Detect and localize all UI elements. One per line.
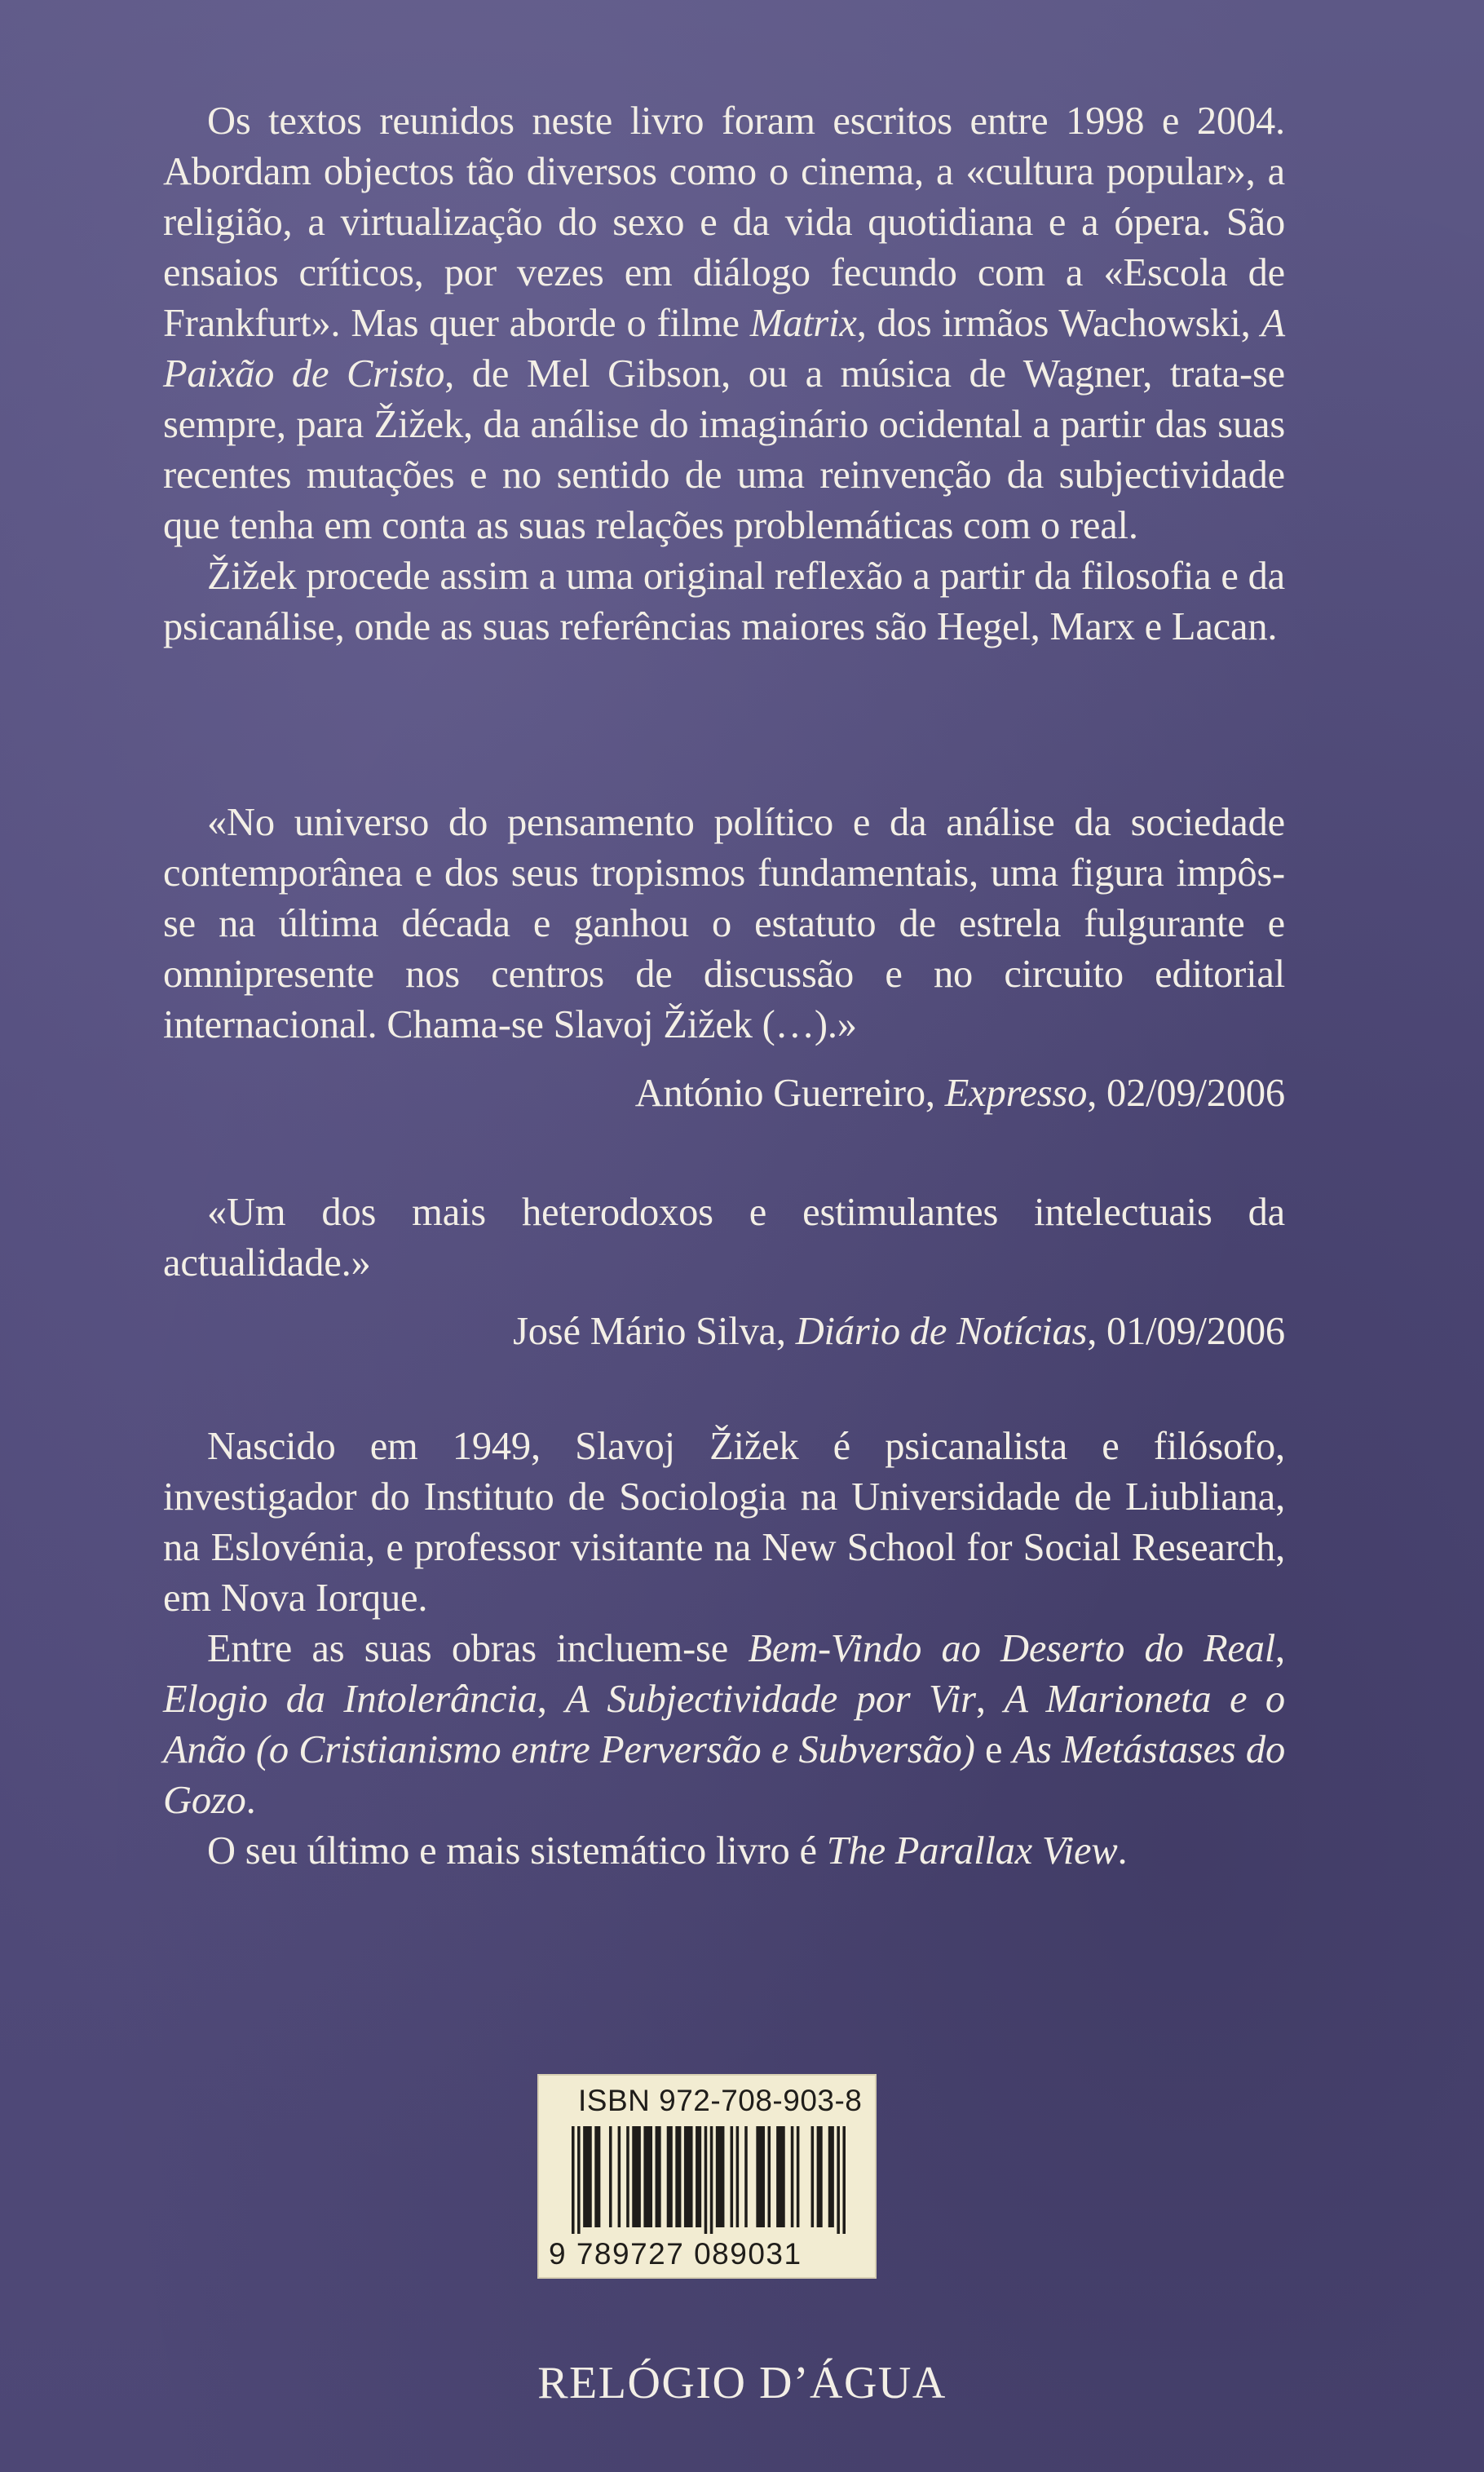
publisher-name: RELÓGIO D’ÁGUA (537, 2358, 947, 2408)
barcode-bar (626, 2126, 629, 2227)
book-title: As Metástases do Gozo (163, 1728, 1285, 1822)
barcode-bars (572, 2126, 846, 2234)
barcode-bar (791, 2126, 794, 2227)
barcode-bar (609, 2126, 612, 2227)
barcode-bar (817, 2126, 823, 2227)
press-quote-diario-de-noticias (163, 1187, 1285, 1357)
barcode-bar (811, 2126, 815, 2227)
barcode-bar (572, 2126, 575, 2234)
blurb-paragraph-1: Os textos reunidos neste livro foram escritos entre 1998 e 2004. Abordam objectos tão diversos como o cinema, a «cultura popular», a religião, a virtualização do sexo e da vida quotidiana e a ópera. São ensaios críticos, por vezes em diálogo fecundo com a «Escola de Frankfurt». Mas quer aborde o filme Matrix, dos irmãos Wachowski, A Paixão de Cristo, de Mel Gibson, ou a música de Wagner, trata-se sempre, para Žižek, da análise do imaginário ocidental a partir das suas recentes mutações e no sentido de uma reinvenção da subjectividade que tenha em conta as suas relações problemáticas com o real. (163, 99, 1285, 547)
barcode-bar (731, 2126, 734, 2227)
barcode-bar (756, 2126, 765, 2227)
barcode-bar (704, 2126, 708, 2234)
barcode-bar (675, 2126, 681, 2227)
title-matrix: Matrix (749, 302, 857, 345)
barcode-bar (768, 2126, 771, 2227)
quote-attribution: José Mário Silva, Diário de Notícias, 01/09/2006 (513, 1310, 1285, 1353)
barcode-bar (667, 2126, 673, 2227)
barcode-bar (736, 2126, 740, 2227)
barcode-bar (594, 2126, 600, 2227)
blurb-paragraph-2: Žižek procede assim a uma original reflexão a partir da filosofia e da psicanálise, onde as suas referências maiores são Hegel, Marx e Lacan. (163, 555, 1285, 648)
author-bio (163, 1422, 1285, 1877)
barcode-bar (643, 2126, 652, 2227)
barcode-digits: 9 789727 089031 (549, 2237, 802, 2271)
quote-source: Diário de Notícias (795, 1310, 1088, 1353)
barcode-bar (797, 2126, 800, 2227)
title-paixao-de-cristo: A Paixão de Cristo (163, 302, 1285, 396)
quote-attribution: António Guerreiro, Expresso, 02/09/2006 (634, 1072, 1285, 1115)
book-title: Bem-Vindo ao Deserto do Real (748, 1627, 1276, 1670)
barcode-bar (842, 2126, 846, 2234)
quote-source: Expresso (944, 1072, 1088, 1115)
barcode-bar (656, 2126, 661, 2227)
book-title: The Parallax View (826, 1829, 1118, 1873)
barcode-bar (696, 2126, 701, 2227)
back-cover-blurb (163, 96, 1285, 652)
book-title: A Subjectividade por Vir (565, 1678, 976, 1721)
bio-paragraph-1: Nascido em 1949, Slavoj Žižek é psicanalista e filósofo, investigador do Instituto de Sociologia na Universidade de Liubliana, na Eslovénia, e professor visitante na New School for Social Research, em Nova Iorque. (163, 1425, 1285, 1620)
barcode-bar (618, 2126, 621, 2227)
barcode-bar (577, 2126, 581, 2234)
book-title: A Marioneta e o Anão (o Cristianismo entre Perversão e Subversão) (163, 1678, 1285, 1771)
barcode-bar (684, 2126, 693, 2227)
book-title: Elogio da Intolerância (163, 1678, 537, 1721)
barcode-bar (776, 2126, 785, 2227)
bio-paragraph-2: Entre as suas obras incluem-se Bem-Vindo ao Deserto do Real, Elogio da Intolerância, A Subjectividade por Vir, A Marioneta e o Anão (o Cristianismo entre Perversão e Subversão) e As Metástases do Gozo. (163, 1627, 1285, 1822)
press-quote-expresso (163, 798, 1285, 1119)
bio-paragraph-3: O seu último e mais sistemático livro é The Parallax View. (207, 1829, 1128, 1873)
barcode-bar (716, 2126, 725, 2227)
isbn-label: ISBN 972-708-903-8 (578, 2084, 863, 2117)
barcode-bar (710, 2126, 713, 2234)
barcode-bar (744, 2126, 748, 2227)
barcode-bar (837, 2126, 840, 2234)
isbn-barcode (537, 2074, 877, 2279)
quote-text: «No universo do pensamento político e da análise da sociedade contemporânea e dos seus tropismos fundamentais, uma figura impôs-se na última década e ganhou o estatuto de estrela fulgurante e omnipresente nos centros de discussão e no circuito editorial internacional. Chama-se Slavoj Žižek (…).» (163, 801, 1285, 1046)
barcode-bar (632, 2126, 641, 2227)
quote-text: «Um dos mais heterodoxos e estimulantes intelectuais da actualidade.» (163, 1191, 1285, 1285)
barcode-bar (583, 2126, 592, 2227)
barcode-bar (828, 2126, 834, 2227)
